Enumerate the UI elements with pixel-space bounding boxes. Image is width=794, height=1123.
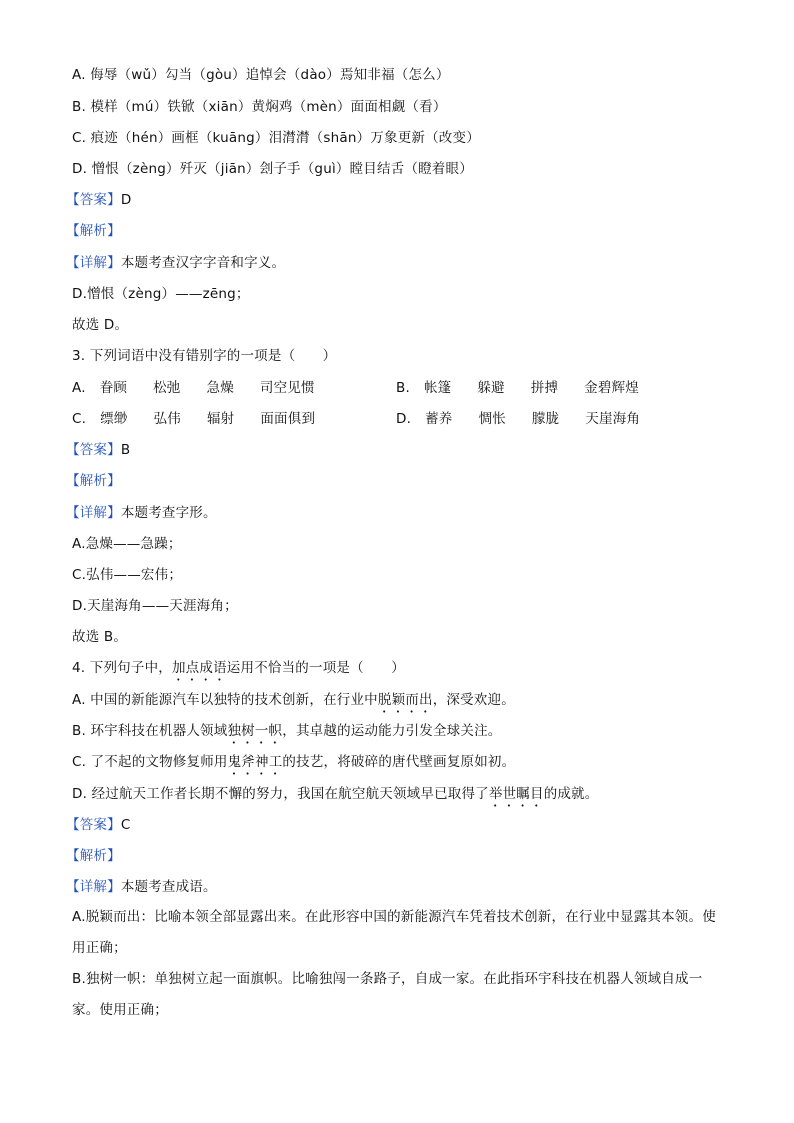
q3-analysis: [72, 472, 121, 490]
option-word: 天崖海角: [585, 411, 641, 427]
q3-option-d: [396, 410, 666, 428]
q4-option-c: [72, 753, 515, 778]
q4-explanation-a: A.脱颖而出：比喻本领全部显露出来。在此形容中国的新能源汽车凭着技术创新，在行业中显露其本领。使用正确；: [72, 909, 716, 956]
option-word: 惆怅: [478, 411, 506, 427]
detail-tag: 【 详解 】: [66, 255, 121, 271]
detail-text: 本题考查汉字字音和字义。: [120, 255, 286, 271]
q3-option-b: [396, 379, 665, 397]
option-text: D. 经过航天工作者长期不懈的努力，我国在航空航天领域早已取得了: [72, 786, 489, 802]
option-word: 松弛: [153, 380, 181, 396]
q4-option-d: [72, 785, 599, 810]
q2-conclusion: 故选 D。: [72, 317, 129, 333]
option-word: 拼搏: [530, 380, 559, 396]
answer-tag: 【 答案 】: [66, 192, 121, 208]
option-label: C.: [72, 411, 87, 427]
answer-value: B: [120, 442, 131, 458]
option-word: 眷顾: [99, 380, 128, 396]
option-idiom: 独树一帜: [227, 723, 283, 739]
stem-emphasis: 加点成语: [171, 660, 227, 676]
option-word: 躲避: [477, 380, 505, 396]
option-text: B. 环宇科技在机器人领域: [72, 723, 228, 739]
analysis-tag: 【 解析 】: [66, 848, 121, 864]
q4-analysis: [72, 847, 121, 865]
option-word: 朦胧: [531, 411, 560, 427]
detail-tag: 【 详解 】: [66, 879, 121, 895]
option-label: A.: [72, 380, 86, 396]
stem-text: 运用不恰当的一项是（ ）: [226, 660, 405, 676]
option-text: A. 中国的新能源汽车以独特的技术创新，在行业中: [72, 692, 378, 708]
q3-option-a: [72, 379, 341, 397]
q2-option-d: D. 憎恨（zèng）歼灭（jiān）刽子手（guì）瞠目结舌（瞪着眼）: [72, 161, 473, 177]
q3-conclusion: 故选 B。: [72, 629, 128, 645]
option-word: 金碧辉煌: [584, 380, 639, 396]
answer-tag: 【 答案 】: [66, 817, 121, 833]
q4-answer: [72, 816, 130, 834]
q2-answer: [72, 191, 131, 209]
option-text: C. 了不起的文物修复师用: [72, 754, 228, 770]
detail-tag: 【 详解 】: [66, 505, 121, 521]
option-label: D.: [396, 411, 412, 427]
option-idiom: 鬼斧神工: [227, 754, 283, 770]
q4-stem: [72, 659, 405, 684]
q2-option-b: B. 模样（mú）铁锨（xiān）黄焖鸡（mèn）面面相觑（看）: [72, 99, 447, 115]
q4-option-a: [72, 691, 515, 716]
q3-option-c: [72, 410, 341, 428]
option-word: 急燥: [206, 380, 234, 396]
option-word: 蓄养: [425, 411, 453, 427]
stem-text: 4. 下列句子中，: [72, 660, 172, 676]
option-idiom: 脱颖而出: [377, 692, 433, 708]
q3-detail-line: A.急燥——急躁；: [72, 536, 182, 552]
option-word: 司空见惯: [259, 380, 315, 396]
q2-detail: [72, 254, 285, 272]
q3-stem: 3. 下列词语中没有错别字的一项是（ ）: [72, 348, 337, 364]
q2-analysis: [72, 222, 121, 240]
option-text: ，深受欢迎。: [432, 692, 515, 708]
answer-value: C: [120, 817, 131, 833]
q2-option-c: C. 痕迹（hén）画框（kuāng）泪潸潸（shān）万象更新（改变）: [72, 130, 480, 146]
answer-value: D: [120, 192, 132, 208]
option-word: 缥缈: [100, 411, 128, 427]
q3-detail: [72, 504, 217, 522]
detail-text: 本题考查字形。: [120, 505, 217, 521]
option-text: 的技艺，将破碎的唐代壁画复原如初。: [282, 754, 516, 770]
q4-detail: [72, 878, 217, 896]
detail-text: 本题考查成语。: [120, 879, 217, 895]
option-word: 辐射: [206, 411, 235, 427]
q2-option-a: A. 侮辱（wǔ）勾当（gòu）追悼会（dào）焉知非福（怎么）: [72, 67, 450, 83]
q3-detail-line: C.弘伟——宏伟；: [72, 567, 183, 583]
answer-tag: 【 答案 】: [66, 442, 121, 458]
option-text: 的成就。: [543, 786, 599, 802]
analysis-tag: 【 解析 】: [66, 473, 121, 489]
q4-option-b: [72, 722, 501, 747]
q3-detail-line: D.天崖海角——天涯海角；: [72, 598, 238, 614]
option-idiom: 举世瞩目: [488, 786, 544, 802]
option-word: 帐篷: [423, 380, 452, 396]
q4-explanation-b: B.独树一帜：单独树立起一面旗帜。比喻独闯一条路子，自成一家。在此指环宇科技在机器人领域自成一家。使用正确；: [72, 971, 703, 1018]
q3-answer: [72, 441, 130, 459]
option-label: B.: [396, 380, 410, 396]
option-word: 弘伟: [153, 411, 181, 427]
analysis-tag: 【 解析 】: [66, 223, 121, 239]
option-word: 面面俱到: [260, 411, 316, 427]
option-text: ，其卓越的运动能力引发全球关注。: [282, 723, 502, 739]
q2-detail-line: D.憎恨（zèng）——zēng；: [72, 286, 250, 302]
